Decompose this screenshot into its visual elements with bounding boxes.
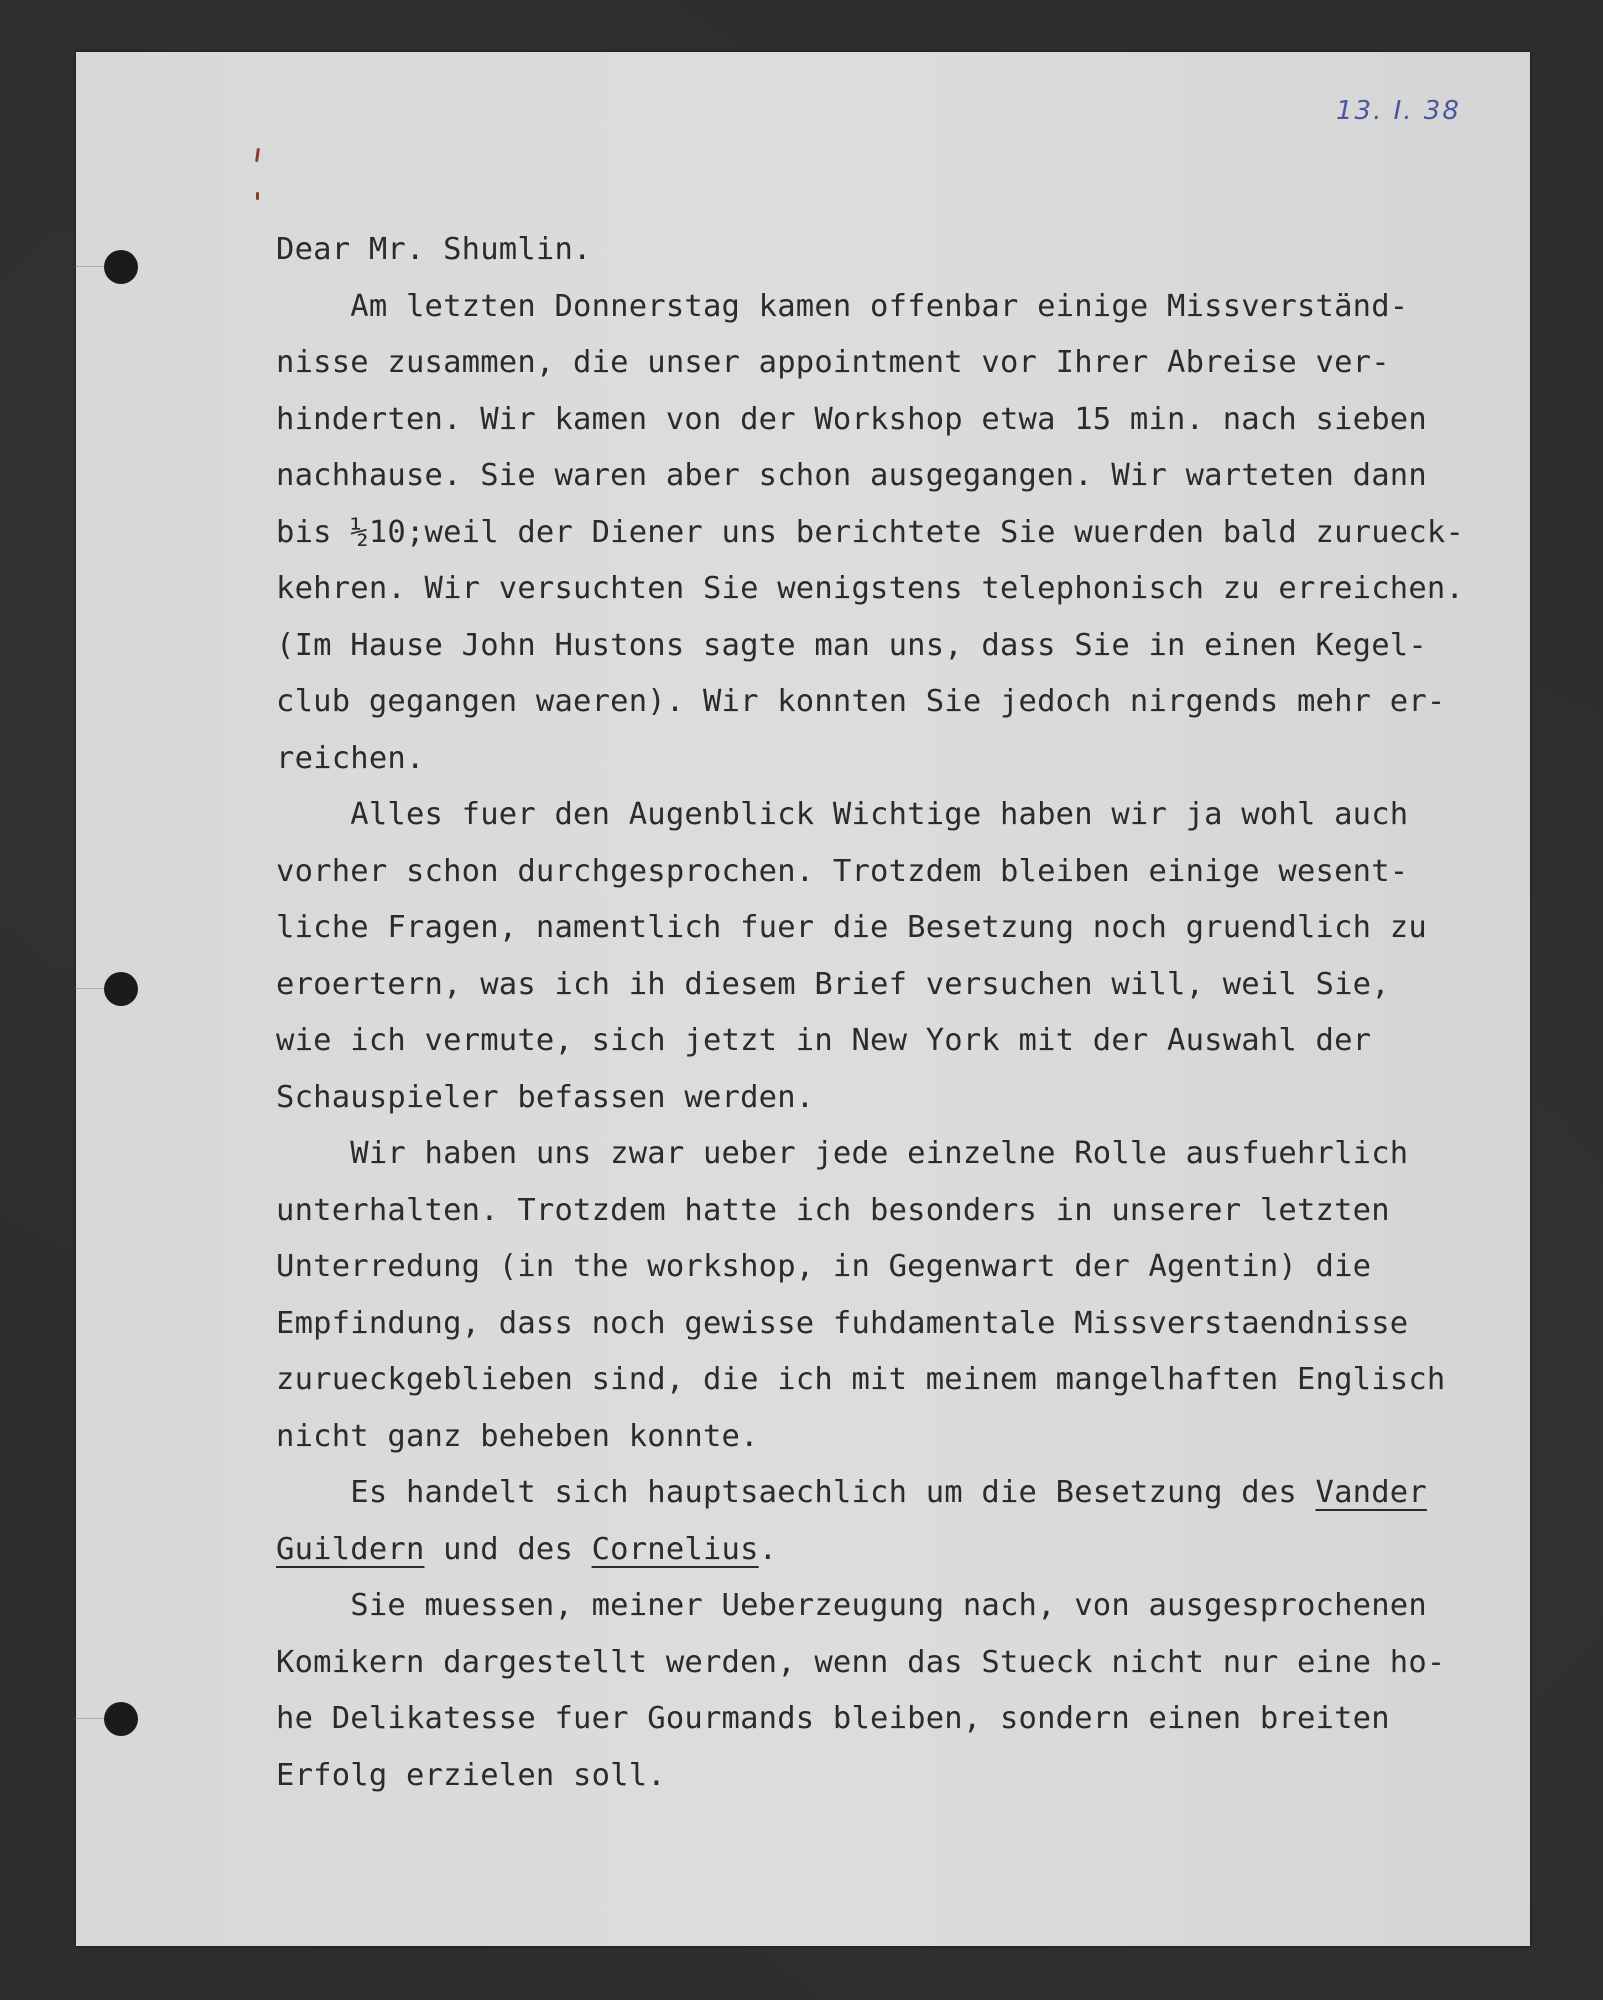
text-line xyxy=(276,1522,1496,1579)
text-line: nisse zusammen, die unser appointment vor Ihrer Abreise ver- xyxy=(276,345,1390,380)
text-line: he Delikatesse fuer Gourmands bleiben, sondern einen breiten xyxy=(276,1701,1390,1736)
text-line: Schauspieler befassen werden. xyxy=(276,1079,815,1115)
punch-hole xyxy=(104,250,138,284)
text-line: club gegangen waeren). Wir konnten Sie jedoch nirgends mehr er- xyxy=(276,684,1446,719)
text-line: vorher schon durchgesprochen. Trotzdem bleiben einige wesent- xyxy=(276,853,1409,889)
text-line: Komikern dargestellt werden, wenn das Stueck nicht nur eine ho- xyxy=(276,1644,1446,1680)
text-fragment: und des xyxy=(424,1531,592,1567)
text-line: eroertern, was ich ih diesem Brief versuchen will, weil Sie, xyxy=(276,966,1390,1002)
text-line: liche Fragen, namentlich fuer die Besetzung noch gruendlich zu xyxy=(276,910,1427,945)
text-line: nicht ganz beheben konnte. xyxy=(276,1418,759,1454)
text-line: Unterredung (in the workshop, in Gegenwart der Agentin) die xyxy=(276,1249,1372,1284)
text-fragment: . xyxy=(758,1531,778,1567)
underlined-name: Guildern xyxy=(276,1531,425,1567)
text-line: hinderten. Wir kamen von der Workshop etwa 15 min. nach sieben xyxy=(276,401,1427,437)
text-line: unterhalten. Trotzdem hatte ich besonders in unserer letzten xyxy=(276,1192,1390,1228)
letter-body xyxy=(276,222,1496,1804)
punch-hole xyxy=(104,1702,138,1736)
letter-page xyxy=(76,52,1530,1946)
salutation: Dear Mr. Shumlin. xyxy=(276,232,592,267)
text-line: nachhause. Sie waren aber schon ausgegangen. Wir warteten dann xyxy=(276,458,1427,493)
text-line: kehren. Wir versuchten Sie wenigstens telephonisch zu erreichen. xyxy=(276,571,1465,606)
pencil-mark xyxy=(256,192,259,200)
text-line: zurueckgeblieben sind, die ich mit meinem mangelhaften Englisch xyxy=(276,1362,1446,1397)
text-line: (Im Hause John Hustons sagte man uns, dass Sie in einen Kegel- xyxy=(276,627,1427,663)
punch-hole xyxy=(104,972,138,1006)
text-line: wie ich vermute, sich jetzt in New York mit der Auswahl der xyxy=(276,1023,1372,1058)
text-line: reichen. xyxy=(276,740,425,776)
text-line xyxy=(276,1465,1496,1522)
underlined-name: Cornelius xyxy=(591,1531,759,1567)
text-line: Empfindung, dass noch gewisse fuhdamentale Missverstaendnisse xyxy=(276,1305,1409,1341)
underlined-name: Vander xyxy=(1315,1475,1427,1510)
text-line: Alles fuer den Augenblick Wichtige haben wir ja wohl auch xyxy=(276,797,1409,832)
text-line: Sie muessen, meiner Ueberzeugung nach, von ausgesprochenen xyxy=(276,1588,1427,1623)
handwritten-date: 13. I. 38 xyxy=(1336,96,1461,126)
text-line: Erfolg erzielen soll. xyxy=(276,1757,666,1793)
text-line: bis ½10;weil der Diener uns berichtete Sie wuerden bald zurueck- xyxy=(276,514,1465,550)
text-fragment: Es handelt sich hauptsaechlich um die Besetzung des xyxy=(276,1475,1316,1510)
pencil-mark xyxy=(255,148,260,162)
text-line: Am letzten Donnerstag kamen offenbar einige Missverständ- xyxy=(276,288,1409,324)
text-line: Wir haben uns zwar ueber jede einzelne Rolle ausfuehrlich xyxy=(276,1136,1409,1171)
